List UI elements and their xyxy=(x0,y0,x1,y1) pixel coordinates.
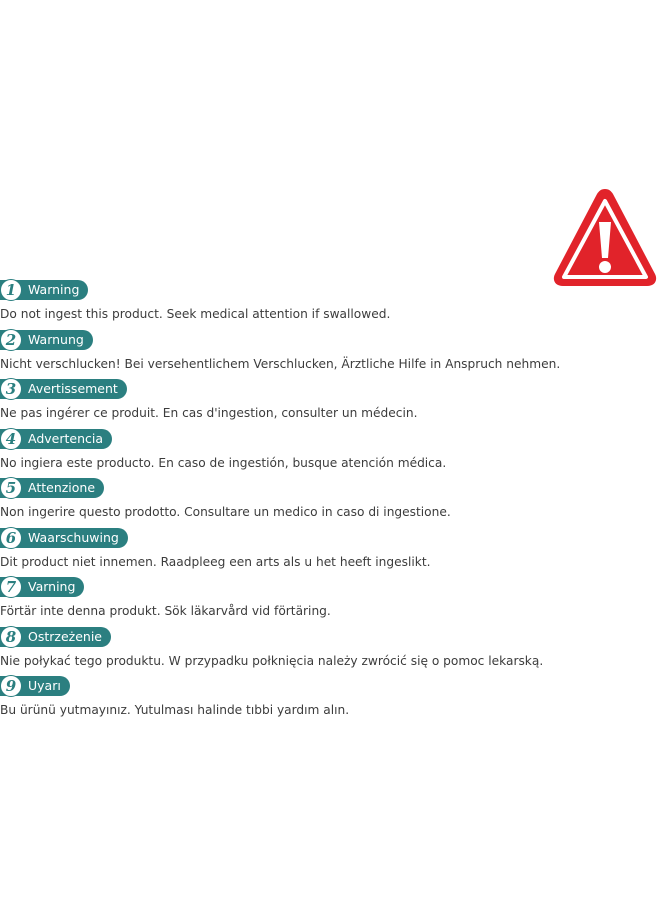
language-badge: Avertissement xyxy=(0,379,127,399)
warning-entry-2 xyxy=(0,329,660,379)
language-badge: Varning xyxy=(0,577,84,597)
language-badge: Advertencia xyxy=(0,429,112,449)
language-badge: Warning xyxy=(0,280,88,300)
language-badge: Ostrzeżenie xyxy=(0,627,111,647)
number-badge: 5 xyxy=(0,477,22,499)
number-badge: 1 xyxy=(0,279,22,301)
warning-entry-7 xyxy=(0,576,660,626)
language-badge: Attenzione xyxy=(0,478,104,498)
language-badge: Waarschuwing xyxy=(0,528,128,548)
warning-entry-5 xyxy=(0,477,660,527)
number-badge: 7 xyxy=(0,576,22,598)
warning-text: Non ingerire questo prodotto. Consultare un medico in caso di ingestione. xyxy=(0,505,451,519)
number-badge: 2 xyxy=(0,329,22,351)
warning-text: Bu ürünü yutmayınız. Yutulması halinde tıbbi yardım alın. xyxy=(0,703,350,717)
warning-entry-6 xyxy=(0,527,660,577)
warning-text: No ingiera este producto. En caso de ingestión, busque atención médica. xyxy=(0,455,447,470)
warning-entry-1 xyxy=(0,279,660,329)
warning-entry-4 xyxy=(0,428,660,478)
language-badge: Uyarı xyxy=(0,676,70,696)
warning-text: Nicht verschlucken! Bei versehentlichem Verschlucken, Ärztliche Hilfe in Anspruch nehmen. xyxy=(0,356,561,371)
warnings-list xyxy=(0,279,660,725)
language-badge: Warnung xyxy=(0,330,93,350)
number-badge: 3 xyxy=(0,378,22,400)
warning-text: Nie połykać tego produktu. W przypadku połknięcia należy zwrócić się o pomoc lekarską. xyxy=(0,653,544,668)
warning-text: Dit product niet innemen. Raadpleeg een arts als u het heeft ingeslikt. xyxy=(0,554,431,569)
number-badge: 4 xyxy=(0,428,22,450)
number-badge: 6 xyxy=(0,527,22,549)
warning-entry-9 xyxy=(0,675,660,725)
warning-entry-8 xyxy=(0,626,660,676)
warning-text: Ne pas ingérer ce produit. En cas d'ingestion, consulter un médecin. xyxy=(0,406,418,420)
warning-text: Do not ingest this product. Seek medical attention if swallowed. xyxy=(0,307,391,321)
number-badge: 9 xyxy=(0,675,22,697)
warning-text: Förtär inte denna produkt. Sök läkarvård vid förtäring. xyxy=(0,604,331,618)
number-badge: 8 xyxy=(0,626,22,648)
exclamation-triangle-icon xyxy=(551,186,659,292)
warning-entry-3 xyxy=(0,378,660,428)
